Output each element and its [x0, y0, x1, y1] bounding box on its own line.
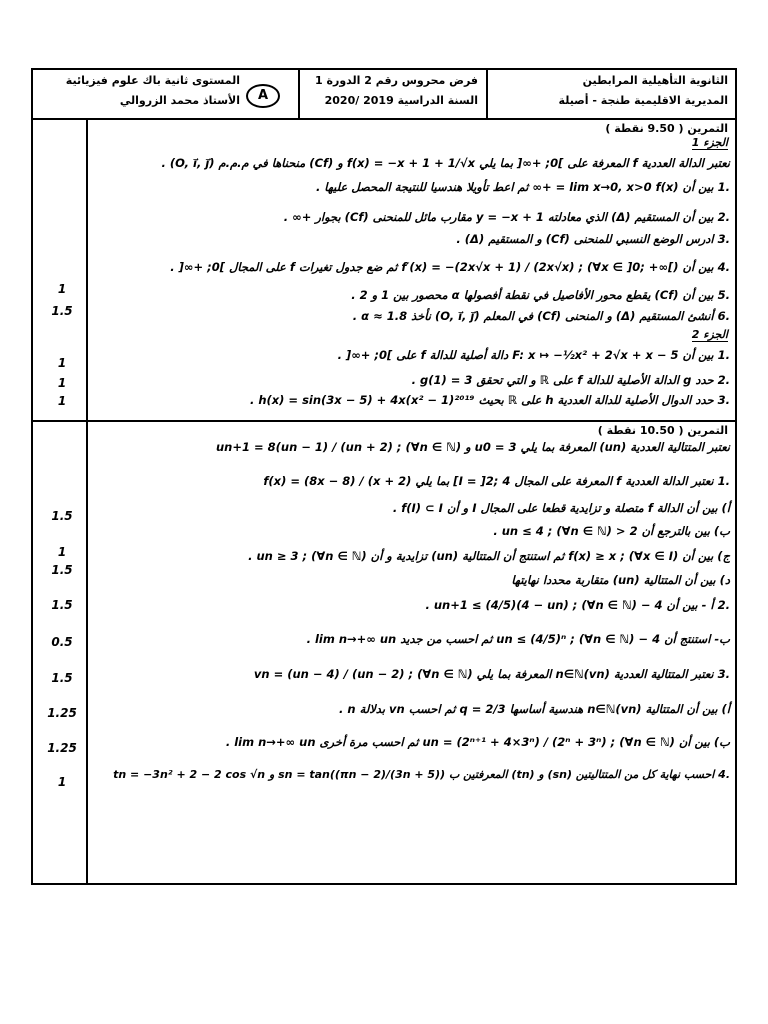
- version-badge: A: [246, 84, 280, 108]
- exercise2-question-1c: ج) بين أن f(x) ≥ x ; (∀x ∈ I) ثم استنتج أن المتتالية (un) تزايدية و أن un ≥ 3 ; (∀n ∈ ℕ) .: [248, 549, 730, 563]
- score-e2-q4: 1: [57, 775, 67, 789]
- exercise1-intro: نعتبر الدالة العددية f المعرفة على ]0; +∞[ بما يلي f(x) = −x + 1 + 1/√x و (Cf) منحناها في م.م.م (O, i⃗, j⃗) .: [161, 156, 730, 170]
- teacher-label: الأستاذ محمد الزروالي: [119, 94, 240, 107]
- score-e1-q5: 1: [57, 282, 67, 296]
- exercise2-question-3: .3 نعتبر المتتالية العددية (vn)n∈ℕ المعرفة بما يلي vn = (un − 4) / (un − 2) ; (∀n ∈ ℕ): [253, 667, 730, 681]
- exercise1-part2-question-3: .3 حدد الدوال الأصلية للدالة العددية h على ℝ بحيث h(x) = sin(3x − 5) + 4x(x² − 1)²⁰¹⁹ .: [249, 393, 730, 407]
- score-e2-q1b: 1: [57, 545, 67, 559]
- exercise2-question-3b: ب) بين أن un = (2ⁿ⁺¹ + 4×3ⁿ) / (2ⁿ + 3ⁿ) ; (∀n ∈ ℕ) ثم احسب مرة أخرى lim n→+∞ un .: [225, 735, 730, 749]
- score-e1-q6: 1.5: [51, 304, 73, 318]
- exercise2-question-2b: ب- استنتج أن 4 − un ≤ (4/5)ⁿ ; (∀n ∈ ℕ) ثم احسب من جديد lim n→+∞ un .: [306, 632, 730, 646]
- score-e2-q2b: 0.5: [51, 635, 73, 649]
- score-e2-q2a: 1.5: [51, 598, 73, 612]
- score-e1-p2q1: 1: [57, 356, 67, 370]
- exercise1-question-6: .6 أنشئ المستقيم (Δ) و المنحنى (Cf) في المعلم (O, i⃗, j⃗) نأخذ α ≈ 1.8 .: [352, 309, 730, 323]
- exercise2-question-2: .2 أ - بين أن 4 − un+1 ≤ (4/5)(4 − un) ; (∀n ∈ ℕ) .: [425, 598, 730, 612]
- exam-title: فرض محروس رقم 2 الدورة 1: [315, 74, 478, 87]
- exercise2-intro: نعتبر المتتالية العددية (un) المعرفة بما يلي u0 = 3 و un+1 = 8(un − 1) / (un + 2) ; (∀n ∈ ℕ): [216, 440, 730, 454]
- score-column-divider: [86, 118, 88, 885]
- school-name: الثانوية التأهيلية المرابطين: [582, 74, 728, 87]
- exercise2-question-1a: أ) بين أن الدالة f متصلة و تزايدية قطعا على المجال I و أن f(I) ⊂ I .: [392, 501, 730, 515]
- directorate-name: المديرية الاقليمية طنجة - أصيلة: [558, 94, 728, 107]
- exercise2-question-1: .1 نعتبر الدالة العددية f المعرفة على المجال I = ]2; 4] بما يلي f(x) = (8x − 8) / (x + 2): [263, 474, 730, 488]
- exercise1-question-3: .3 ادرس الوضع النسبي للمنحنى (Cf) و المستقيم (Δ) .: [456, 232, 730, 246]
- exercise2-question-1d: د) بين أن المتتالية (un) متقاربة محددا نهايتها: [511, 573, 730, 587]
- score-e2-q1a: 1.5: [51, 509, 73, 523]
- exercise1-question-4: .4 بين أن f′(x) = −(2x√x + 1) / (2x√x) ; (∀x ∈ ]0; +∞[) ثم ضع جدول تغيرات f على المجال ]0; +∞[ .: [170, 260, 730, 274]
- score-e2-q3a: 1.25: [47, 706, 77, 720]
- exercise2-question-4: .4 احسب نهاية كل من المتتاليتين (sn) و (tn) المعرفتين ب sn = tan((πn − 2)/(3n + 5)) و tn = −3n² + 2 − 2 cos √n: [113, 768, 730, 781]
- exercise1-part2-question-2: .2 حدد g الدالة الأصلية للدالة f على ℝ و التي تحقق g(1) = 3 .: [411, 373, 730, 387]
- score-e1-p2q2: 1: [57, 376, 67, 390]
- exercise2-question-1b: ب) بين بالترجع أن 2 < un ≤ 4 ; (∀n ∈ ℕ) .: [493, 524, 730, 538]
- score-e2-q1c: 1.5: [51, 563, 73, 577]
- exercise1-question-2: .2 بين أن المستقيم (Δ) الذي معادلته y = −x + 1 مقارب مائل للمنحنى (Cf) بجوار +∞ .: [283, 210, 730, 224]
- exercise1-question-5: .5 بين أن (Cf) يقطع محور الأفاصيل في نقطة أفصولها α محصور بين 1 و 2 .: [351, 288, 730, 302]
- school-year: السنة الدراسية 2019 /2020: [324, 94, 478, 107]
- score-e2-q3: 1.5: [51, 671, 73, 685]
- score-e2-q3b: 1.25: [47, 741, 77, 755]
- header-divider: [31, 118, 737, 120]
- level-label: المستوى ثانية باك علوم فيزيائية: [65, 74, 240, 87]
- header-col-divider-right: [486, 68, 488, 118]
- exercise1-part2-title: الجزء 2: [691, 328, 728, 341]
- score-e1-p2q3: 1: [57, 394, 67, 408]
- exercise2-title: التمرين ( 10.50 نقطة ): [597, 424, 728, 437]
- exercise2-question-3a: أ) بين أن المتتالية (vn)n∈ℕ هندسية أساسها q = 2/3 ثم احسب vn بدلالة n .: [339, 702, 730, 716]
- exercise1-part2-question-1: .1 بين أن F: x ↦ −½x² + 2√x + x − 5 دالة أصلية للدالة f على ]0; +∞[ .: [337, 348, 730, 362]
- header-col-divider-left: [298, 68, 300, 118]
- exercise1-part1-title: الجزء 1: [691, 136, 728, 149]
- exercise-divider: [31, 420, 737, 422]
- exercise1-question-1: .1 بين أن lim x→0, x>0 f(x) = +∞ ثم اعط تأويلا هندسيا للنتيجة المحصل عليها .: [315, 180, 730, 194]
- exercise1-title: التمرين ( 9.50 نقطة ): [605, 122, 728, 135]
